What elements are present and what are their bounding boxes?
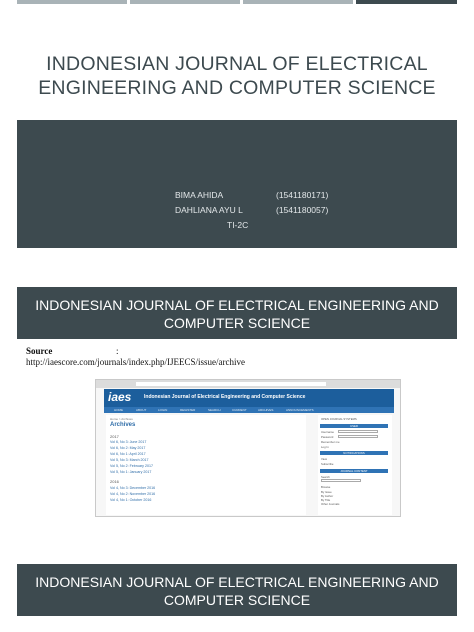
- website-screenshot: [95, 379, 401, 517]
- slide-banner: [17, 287, 457, 339]
- sidebar-text: Browse: [321, 485, 331, 489]
- sidebar-text: Remember me: [321, 440, 340, 444]
- issue-link: Vol 5, No 1: January 2017: [110, 470, 152, 474]
- password-input: [338, 435, 378, 438]
- breadcrumb: Home > Archives: [110, 417, 133, 421]
- sidebar-heading: USER: [320, 424, 388, 428]
- slide-title: [17, 52, 457, 100]
- author-name: BIMA AHIDA: [175, 190, 224, 200]
- nav-item: CURRENT: [232, 408, 247, 412]
- sidebar-text: View: [321, 457, 328, 461]
- issue-link: Vol 6, No 2: May 2017: [110, 446, 146, 450]
- site-header: [104, 389, 394, 407]
- author-id: (1541180057): [276, 205, 329, 215]
- site-nav: [104, 407, 394, 413]
- nav-item: HOME: [114, 408, 123, 412]
- sidebar-text: Username: [321, 430, 334, 434]
- accent-bar: [17, 0, 127, 4]
- archives-heading: Archives: [110, 422, 136, 428]
- source-colon: :: [116, 346, 119, 356]
- search-input: [321, 479, 361, 482]
- third-slide: [0, 560, 474, 632]
- source-label: Source: [26, 346, 53, 356]
- site-name: Indonesian Journal of Electrical Engineering and Computer Science: [144, 394, 306, 400]
- accent-bar: [243, 0, 353, 4]
- issue-link: Vol 5, No 2: February 2017: [110, 464, 153, 468]
- username-input: [338, 430, 378, 433]
- issue-link: Vol 4, No 3: December 2016: [110, 486, 156, 490]
- slide-title-line: INDONESIAN JOURNAL OF ELECTRICAL: [46, 53, 428, 75]
- author-name: DAHLIANA AYU L: [175, 205, 243, 215]
- archive-year: 2017: [110, 434, 119, 439]
- sidebar-text: Subscribe: [321, 462, 334, 466]
- banner-line: INDONESIAN JOURNAL OF ELECTRICAL ENGINEERING AND: [35, 574, 439, 590]
- sidebar-text: By Title: [321, 498, 331, 502]
- nav-item: REGISTER: [180, 408, 196, 412]
- sidebar-heading: NOTIFICATIONS: [320, 451, 388, 455]
- nav-item: ABOUT: [136, 408, 147, 412]
- sidebar-text: OPEN JOURNAL SYSTEMS: [321, 417, 357, 421]
- slide-banner: [17, 564, 457, 616]
- nav-item: ANNOUNCEMENTS: [286, 408, 314, 412]
- issue-link: Vol 6, No 3: June 2017: [110, 440, 147, 444]
- source-slide: [0, 283, 474, 545]
- browser-address-bar: [136, 382, 326, 386]
- issue-link: Vol 4, No 2: November 2016: [110, 492, 156, 496]
- site-sidebar: [318, 415, 392, 515]
- nav-item: ARCHIVES: [258, 408, 274, 412]
- sidebar-text: Password: [321, 435, 334, 439]
- sidebar-text: Other Journals: [321, 502, 340, 506]
- archive-year: 2016: [110, 479, 119, 484]
- author-id: (1541180171): [276, 190, 329, 200]
- browser-toolbar: [96, 380, 401, 388]
- banner-line: COMPUTER SCIENCE: [163, 315, 311, 331]
- slide-title-line: ENGINEERING AND COMPUTER SCIENCE: [38, 77, 436, 99]
- class-label: TI-2C: [227, 220, 249, 230]
- site-logo: iaes: [108, 390, 132, 404]
- sidebar-text: By Author: [321, 494, 334, 498]
- title-slide: [0, 0, 474, 264]
- sidebar-text: Log In: [321, 445, 329, 449]
- banner-line: INDONESIAN JOURNAL OF ELECTRICAL ENGINEERING AND: [35, 297, 439, 313]
- sidebar-heading: JOURNAL CONTENT: [320, 469, 388, 473]
- nav-item: SEARCH: [208, 408, 221, 412]
- issue-link: Vol 6, No 1: April 2017: [110, 452, 146, 456]
- accent-bar: [356, 0, 457, 4]
- nav-item: LOGIN: [158, 408, 168, 412]
- issue-link: Vol 4, No 1: October 2016: [110, 498, 152, 502]
- source-url[interactable]: http://iaescore.com/journals/index.php/IJEECS/issue/archive: [26, 357, 245, 367]
- archive-content: [106, 415, 306, 515]
- banner-line: COMPUTER SCIENCE: [163, 592, 311, 608]
- sidebar-text: Search: [321, 475, 330, 479]
- sidebar-text: By Issue: [321, 490, 332, 494]
- issue-link: Vol 5, No 3: March 2017: [110, 458, 149, 462]
- accent-bar: [130, 0, 240, 4]
